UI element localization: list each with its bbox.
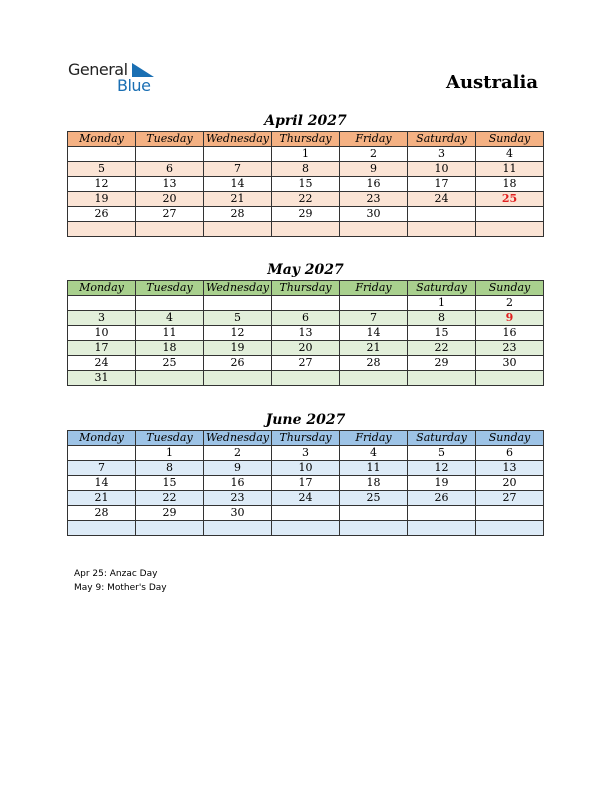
day-cell: 10 bbox=[408, 162, 476, 177]
day-cell: 21 bbox=[204, 192, 272, 207]
day-cell: 6 bbox=[476, 446, 544, 461]
week-row bbox=[68, 371, 544, 386]
empty-day-cell bbox=[408, 207, 476, 222]
day-cell: 15 bbox=[136, 476, 204, 491]
day-cell: 4 bbox=[340, 446, 408, 461]
empty-day-cell bbox=[136, 521, 204, 536]
week-row bbox=[68, 311, 544, 326]
day-cell: 11 bbox=[136, 326, 204, 341]
calendar-table bbox=[67, 131, 544, 237]
holiday-notes bbox=[74, 567, 167, 595]
month-may bbox=[67, 260, 544, 386]
day-cell: 11 bbox=[476, 162, 544, 177]
day-cell: 26 bbox=[204, 356, 272, 371]
day-cell: 20 bbox=[476, 476, 544, 491]
empty-day-cell bbox=[204, 296, 272, 311]
logo-triangle-icon bbox=[132, 63, 154, 77]
day-cell: 25 bbox=[136, 356, 204, 371]
weekday-header: Wednesday bbox=[204, 132, 272, 147]
day-cell: 25 bbox=[340, 491, 408, 506]
weekday-header: Sunday bbox=[476, 431, 544, 446]
week-row bbox=[68, 356, 544, 371]
day-cell: 10 bbox=[272, 461, 340, 476]
empty-day-cell bbox=[68, 446, 136, 461]
day-cell: 28 bbox=[68, 506, 136, 521]
empty-day-cell bbox=[68, 222, 136, 237]
day-cell: 5 bbox=[68, 162, 136, 177]
empty-day-cell bbox=[272, 506, 340, 521]
day-cell: 27 bbox=[476, 491, 544, 506]
day-cell: 19 bbox=[204, 341, 272, 356]
empty-day-cell bbox=[408, 222, 476, 237]
weekday-header: Tuesday bbox=[136, 431, 204, 446]
empty-day-cell bbox=[340, 296, 408, 311]
day-cell: 7 bbox=[68, 461, 136, 476]
day-cell: 3 bbox=[68, 311, 136, 326]
week-row bbox=[68, 476, 544, 491]
calendar-table bbox=[67, 430, 544, 536]
month-title: June 2027 bbox=[265, 412, 346, 428]
day-cell: 1 bbox=[272, 147, 340, 162]
empty-day-cell bbox=[340, 506, 408, 521]
week-row bbox=[68, 506, 544, 521]
empty-day-cell bbox=[136, 147, 204, 162]
day-cell: 11 bbox=[340, 461, 408, 476]
day-cell: 20 bbox=[136, 192, 204, 207]
week-row bbox=[68, 491, 544, 506]
day-cell: 23 bbox=[476, 341, 544, 356]
day-cell: 18 bbox=[476, 177, 544, 192]
day-cell: 1 bbox=[408, 296, 476, 311]
week-row bbox=[68, 162, 544, 177]
day-cell: 26 bbox=[408, 491, 476, 506]
day-cell: 13 bbox=[136, 177, 204, 192]
day-cell: 14 bbox=[204, 177, 272, 192]
day-cell: 5 bbox=[204, 311, 272, 326]
week-row bbox=[68, 341, 544, 356]
empty-day-cell bbox=[340, 222, 408, 237]
month-april bbox=[67, 111, 544, 237]
day-cell: 17 bbox=[408, 177, 476, 192]
empty-day-cell bbox=[204, 371, 272, 386]
week-row bbox=[68, 521, 544, 536]
week-row bbox=[68, 326, 544, 341]
day-cell: 19 bbox=[408, 476, 476, 491]
empty-day-cell bbox=[272, 222, 340, 237]
empty-day-cell bbox=[68, 296, 136, 311]
day-cell: 2 bbox=[476, 296, 544, 311]
weekday-header: Sunday bbox=[476, 281, 544, 296]
day-cell: 28 bbox=[204, 207, 272, 222]
weekday-header: Friday bbox=[340, 431, 408, 446]
weekday-header: Wednesday bbox=[204, 431, 272, 446]
day-cell: 12 bbox=[204, 326, 272, 341]
week-row bbox=[68, 192, 544, 207]
logo-text-general: General bbox=[68, 60, 128, 79]
day-cell: 7 bbox=[204, 162, 272, 177]
day-cell: 6 bbox=[272, 311, 340, 326]
weekday-header-row bbox=[68, 132, 544, 147]
day-cell: 8 bbox=[136, 461, 204, 476]
empty-day-cell bbox=[408, 371, 476, 386]
day-cell: 2 bbox=[340, 147, 408, 162]
day-cell: 9 bbox=[340, 162, 408, 177]
day-cell: 16 bbox=[204, 476, 272, 491]
holiday-note: Apr 25: Anzac Day bbox=[74, 569, 158, 579]
empty-day-cell bbox=[272, 296, 340, 311]
day-cell: 3 bbox=[408, 147, 476, 162]
day-cell: 26 bbox=[68, 207, 136, 222]
day-cell: 25 bbox=[476, 192, 544, 207]
empty-day-cell bbox=[136, 371, 204, 386]
empty-day-cell bbox=[340, 521, 408, 536]
empty-day-cell bbox=[476, 506, 544, 521]
empty-day-cell bbox=[272, 371, 340, 386]
day-cell: 27 bbox=[136, 207, 204, 222]
weekday-header-row bbox=[68, 281, 544, 296]
month-title: April 2027 bbox=[264, 113, 347, 129]
month-title: May 2027 bbox=[267, 262, 344, 278]
day-cell: 13 bbox=[272, 326, 340, 341]
day-cell: 15 bbox=[408, 326, 476, 341]
day-cell: 14 bbox=[68, 476, 136, 491]
day-cell: 17 bbox=[272, 476, 340, 491]
day-cell: 22 bbox=[408, 341, 476, 356]
day-cell: 9 bbox=[476, 311, 544, 326]
weekday-header-row bbox=[68, 431, 544, 446]
weekday-header: Thursday bbox=[272, 431, 340, 446]
empty-day-cell bbox=[204, 521, 272, 536]
day-cell: 10 bbox=[68, 326, 136, 341]
day-cell: 20 bbox=[272, 341, 340, 356]
day-cell: 8 bbox=[408, 311, 476, 326]
day-cell: 30 bbox=[204, 506, 272, 521]
weekday-header: Tuesday bbox=[136, 132, 204, 147]
day-cell: 9 bbox=[204, 461, 272, 476]
day-cell: 27 bbox=[272, 356, 340, 371]
weekday-header: Friday bbox=[340, 281, 408, 296]
weekday-header: Thursday bbox=[272, 132, 340, 147]
empty-day-cell bbox=[476, 371, 544, 386]
weekday-header: Monday bbox=[68, 132, 136, 147]
day-cell: 18 bbox=[136, 341, 204, 356]
empty-day-cell bbox=[204, 147, 272, 162]
week-row bbox=[68, 207, 544, 222]
day-cell: 21 bbox=[68, 491, 136, 506]
day-cell: 7 bbox=[340, 311, 408, 326]
weekday-header: Monday bbox=[68, 431, 136, 446]
day-cell: 1 bbox=[136, 446, 204, 461]
day-cell: 24 bbox=[68, 356, 136, 371]
day-cell: 16 bbox=[476, 326, 544, 341]
day-cell: 29 bbox=[136, 506, 204, 521]
empty-day-cell bbox=[340, 371, 408, 386]
weekday-header: Monday bbox=[68, 281, 136, 296]
day-cell: 8 bbox=[272, 162, 340, 177]
empty-day-cell bbox=[272, 521, 340, 536]
empty-day-cell bbox=[204, 222, 272, 237]
day-cell: 29 bbox=[408, 356, 476, 371]
day-cell: 4 bbox=[136, 311, 204, 326]
empty-day-cell bbox=[476, 207, 544, 222]
day-cell: 29 bbox=[272, 207, 340, 222]
day-cell: 6 bbox=[136, 162, 204, 177]
day-cell: 14 bbox=[340, 326, 408, 341]
day-cell: 23 bbox=[204, 491, 272, 506]
day-cell: 23 bbox=[340, 192, 408, 207]
day-cell: 30 bbox=[476, 356, 544, 371]
day-cell: 18 bbox=[340, 476, 408, 491]
empty-day-cell bbox=[408, 506, 476, 521]
empty-day-cell bbox=[476, 521, 544, 536]
week-row bbox=[68, 461, 544, 476]
country-title: Australia bbox=[446, 72, 538, 93]
day-cell: 17 bbox=[68, 341, 136, 356]
day-cell: 19 bbox=[68, 192, 136, 207]
day-cell: 15 bbox=[272, 177, 340, 192]
empty-day-cell bbox=[136, 222, 204, 237]
day-cell: 24 bbox=[272, 491, 340, 506]
holiday-note: May 9: Mother's Day bbox=[74, 583, 167, 593]
empty-day-cell bbox=[408, 521, 476, 536]
day-cell: 16 bbox=[340, 177, 408, 192]
week-row bbox=[68, 296, 544, 311]
logo-text-blue: Blue bbox=[117, 76, 151, 95]
logo bbox=[68, 60, 168, 100]
day-cell: 13 bbox=[476, 461, 544, 476]
day-cell: 22 bbox=[136, 491, 204, 506]
day-cell: 22 bbox=[272, 192, 340, 207]
weekday-header: Saturday bbox=[408, 281, 476, 296]
month-june bbox=[67, 410, 544, 536]
week-row bbox=[68, 147, 544, 162]
day-cell: 4 bbox=[476, 147, 544, 162]
empty-day-cell bbox=[136, 296, 204, 311]
calendar-table bbox=[67, 280, 544, 386]
weekday-header: Wednesday bbox=[204, 281, 272, 296]
empty-day-cell bbox=[476, 222, 544, 237]
weekday-header: Tuesday bbox=[136, 281, 204, 296]
empty-day-cell bbox=[68, 521, 136, 536]
weekday-header: Thursday bbox=[272, 281, 340, 296]
week-row bbox=[68, 222, 544, 237]
day-cell: 21 bbox=[340, 341, 408, 356]
day-cell: 2 bbox=[204, 446, 272, 461]
day-cell: 24 bbox=[408, 192, 476, 207]
empty-day-cell bbox=[68, 147, 136, 162]
day-cell: 3 bbox=[272, 446, 340, 461]
weekday-header: Saturday bbox=[408, 132, 476, 147]
weekday-header: Saturday bbox=[408, 431, 476, 446]
weekday-header: Friday bbox=[340, 132, 408, 147]
day-cell: 28 bbox=[340, 356, 408, 371]
week-row bbox=[68, 177, 544, 192]
weekday-header: Sunday bbox=[476, 132, 544, 147]
day-cell: 12 bbox=[408, 461, 476, 476]
day-cell: 5 bbox=[408, 446, 476, 461]
day-cell: 31 bbox=[68, 371, 136, 386]
day-cell: 30 bbox=[340, 207, 408, 222]
week-row bbox=[68, 446, 544, 461]
day-cell: 12 bbox=[68, 177, 136, 192]
